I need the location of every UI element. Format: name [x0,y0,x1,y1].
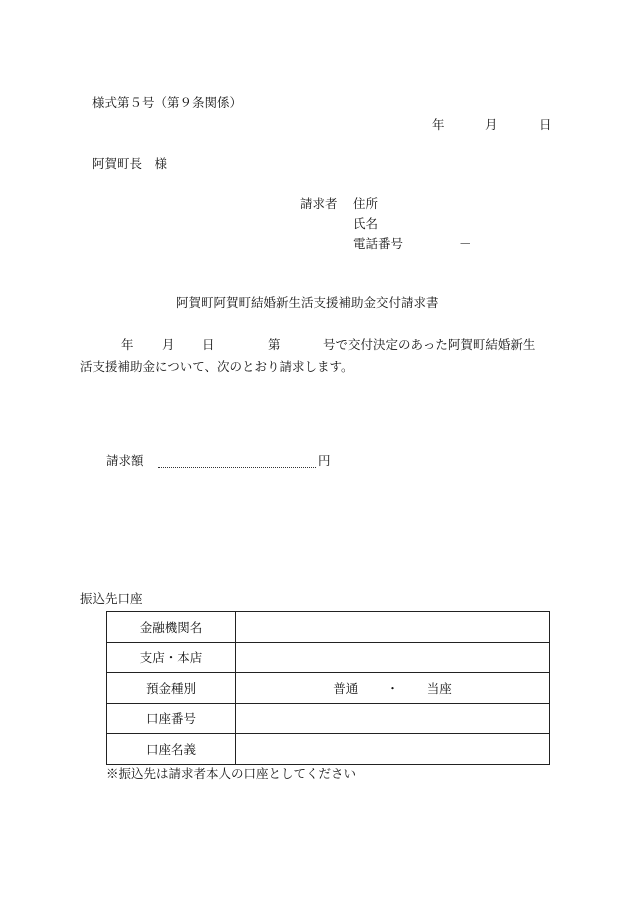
account-number-label: 口座番号 [107,703,236,734]
branch-field[interactable] [236,642,550,673]
bank-name-field[interactable] [236,612,550,643]
table-row [107,612,550,643]
table-row [107,734,550,765]
date-day-label: 日 [539,117,552,132]
addressee: 阿賀町長 様 [92,156,168,171]
phone-label: 電話番号 [353,236,404,251]
account-holder-field[interactable] [236,734,550,765]
account-holder-label: 口座名義 [107,734,236,765]
deposit-type-label: 預金種別 [107,673,236,704]
body-line2: 活支援補助金について、次のとおり請求します。 [80,359,354,374]
deposit-type-separator: ・ [386,680,399,696]
account-note: ※振込先は請求者本人の口座としてください [106,766,357,781]
account-heading: 振込先口座 [80,591,143,606]
amount-label: 請求額 [106,453,144,468]
table-row [107,642,550,673]
bank-name-label: 金融機関名 [107,612,236,643]
claimant-label: 請求者 [300,196,338,211]
body-dai: 第 [268,337,281,352]
date-month-label: 月 [485,117,498,132]
date-year-label: 年 [432,117,445,132]
bank-account-table [106,611,550,765]
address-label: 住所 [353,196,379,211]
table-row [107,673,550,704]
body-month: 月 [162,337,175,352]
table-row [107,703,550,734]
account-number-field[interactable] [236,703,550,734]
name-label: 氏名 [353,216,379,231]
phone-dash: － [459,236,472,251]
deposit-type-current[interactable]: 当座 [426,680,452,696]
body-year: 年 [121,337,134,352]
body-day: 日 [202,337,215,352]
document-title: 阿賀町阿賀町結婚新生活支援補助金交付請求書 [176,295,439,310]
form-number: 様式第５号（第９条関係） [92,95,243,110]
deposit-type-ordinary[interactable]: 普通 [333,680,359,696]
branch-label: 支店・本店 [107,642,236,673]
body-line1-tail: 号で交付決定のあった阿賀町結婚新生 [323,337,536,352]
deposit-type-field[interactable] [236,673,550,704]
amount-fill-line[interactable] [158,467,316,468]
amount-unit: 円 [318,453,331,468]
